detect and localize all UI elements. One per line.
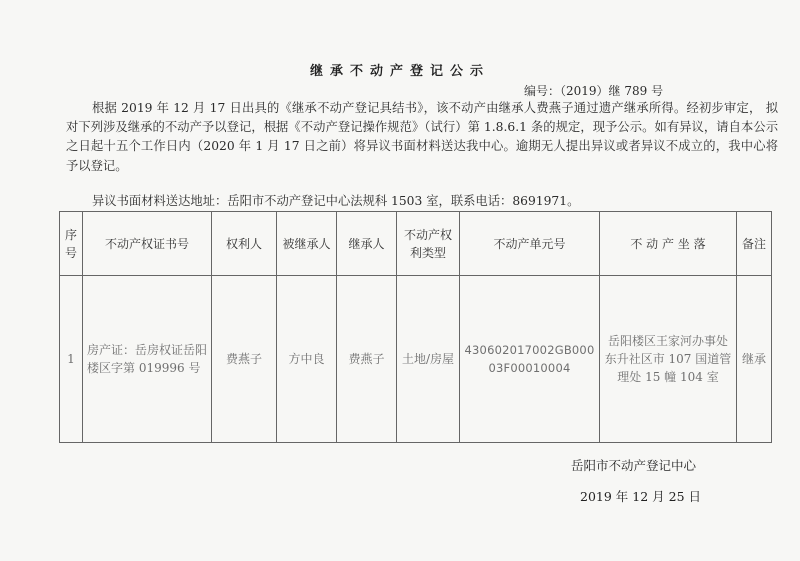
cell-index: 1 — [60, 276, 83, 443]
document-number: 编号：（2019）继 789 号 — [524, 84, 664, 98]
header-certificate: 不动产权证书号 — [83, 212, 212, 276]
header-owner: 权利人 — [212, 212, 277, 276]
cell-right-type: 土地/房屋 — [397, 276, 460, 443]
header-remark: 备注 — [737, 212, 772, 276]
issuing-organization: 岳阳市不动产登记中心 — [571, 458, 697, 473]
header-index: 序号 — [60, 212, 83, 276]
header-location: 不 动 产 坐 落 — [600, 212, 737, 276]
header-right-type: 不动产权利类型 — [397, 212, 460, 276]
property-table — [59, 211, 772, 443]
document-title: 继承不动产登记公示 — [309, 64, 490, 79]
header-heir: 继承人 — [337, 212, 397, 276]
table-row — [60, 276, 772, 443]
cell-remark: 继承 — [737, 276, 772, 443]
cell-heir: 费燕子 — [337, 276, 397, 443]
cell-decedent: 方中良 — [277, 276, 337, 443]
issue-date: 2019 年 12 月 25 日 — [580, 489, 701, 504]
header-unit-no: 不动产单元号 — [460, 212, 600, 276]
cell-unit-no: 430602017002GB00003F00010004 — [460, 276, 600, 443]
table-header-row — [60, 212, 772, 276]
cell-location: 岳阳楼区王家河办事处东升社区市 107 国道管理处 15 幢 104 室 — [600, 276, 737, 443]
cell-owner: 费燕子 — [212, 276, 277, 443]
notice-paragraph: 根据 2019 年 12 月 17 日出具的《继承不动产登记具结书》，该不动产由继承人费燕子通过遗产继承所得。经初步审定， 拟对下列涉及继承的不动产予以登记，根据《不动产登记操作规范》（试行）第 1.8.6.1 条的规定，现予公示。如有异议，请自本公示之日起十五个工作日内（2020 年 1 月 17 日之前）将异议书面材料送达我中心。逾期无人提出异议或者异议不成立的，我中心将予以登记。 — [66, 101, 778, 173]
header-decedent: 被继承人 — [277, 212, 337, 276]
cell-certificate: 房产证：岳房权证岳阳楼区字第 019996 号 — [83, 276, 212, 443]
objection-address-line: 异议书面材料送达地址：岳阳市不动产登记中心法规科 1503 室，联系电话：8691971。 — [92, 194, 580, 208]
